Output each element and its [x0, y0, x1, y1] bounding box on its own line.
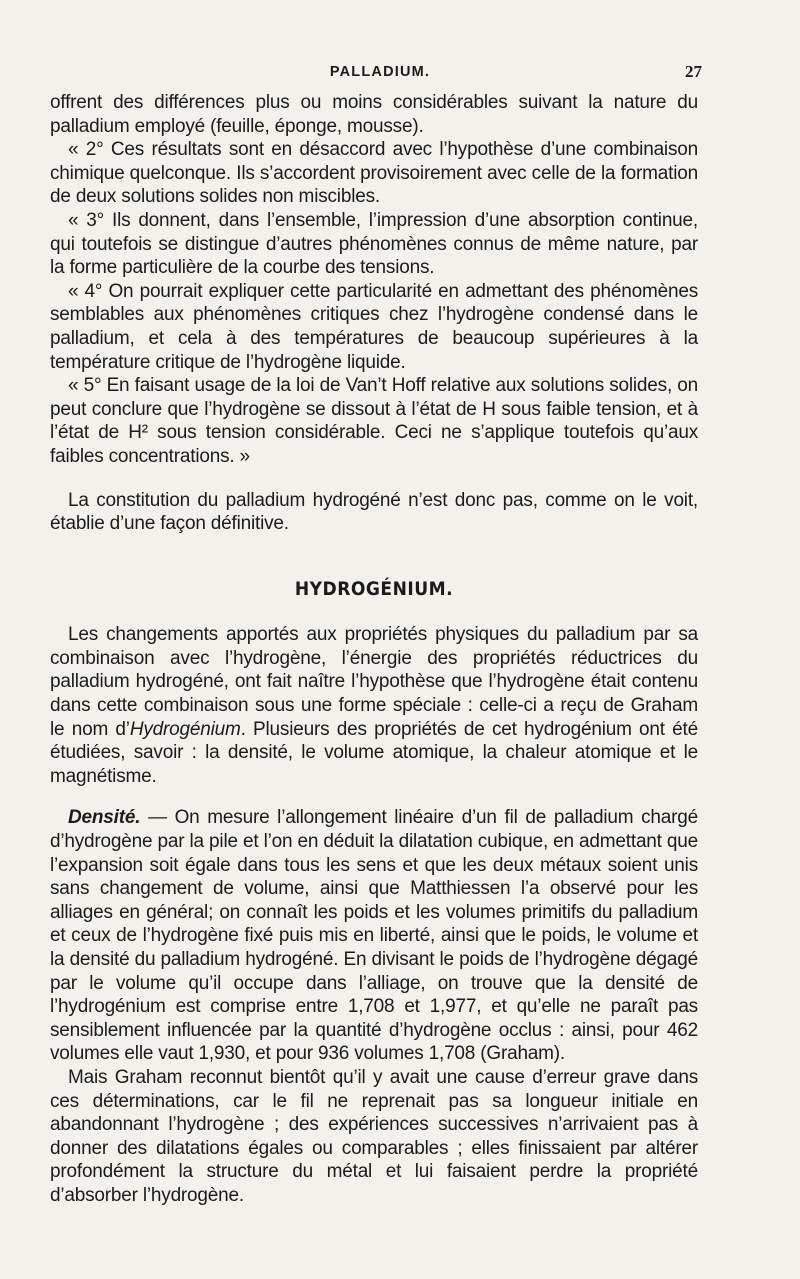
intro-term: Hydrogénium [129, 718, 241, 740]
paragraph-point-4: « 4° On pourrait expliquer cette particularité en admettant des phénomènes semblables aux phénomènes critiques chez l’hydrogène condensé dans le palladium, et cela à des températures de beaucoup supérieures à la température critique de l’hydrogène liquide. [50, 280, 698, 373]
density-text: — On mesure l’allongement linéaire d’un fil de palladium chargé d’hydrogène par la pile et l’on en déduit la dilatation cubique, en admettant que l’expansion soit égale dans tous les sens et que les deux métaux soient unis sans changement de volume, ainsi que Matthiessen l’a observé pour les alliages en général; on connaît les poids et les volumes primitifs du palladium et ceux de l’hydrogène fixé puis mis en liberté, ainsi que le poids, le volume et la densité du palladium hydrogéné. En divisant le poids de l’hydrogène dégagé par le volume qu’il occupe dans l’alliage, on trouve que la densité de l’hydrogénium est comprise entre 1,708 et 1,977, et qu’elle ne paraît pas sensiblement influencée par la quantité d’hydrogène occlus : ainsi, pour 462 volumes elle vaut 1,930, et pour 936 volumes 1,708 (Graham). [50, 807, 698, 1065]
section-heading: HYDROGÉNIUM. [294, 577, 454, 600]
intro-text-1: Les changements apportés aux propriétés physiques du palladium par sa combinaison avec l’hydrogène, l’énergie des propriétés réductrices du palladium hydrogéné, ont fait naître l’hypothèse que l’hydrogène était contenu dans cette combinaison sous une forme spéciale : celle-ci a reçu de Graham le nom d’ [50, 624, 698, 740]
paragraph-continuation: offrent des différences plus ou moins considérables suivant la nature du palladium employé (feuille, éponge, mousse). [50, 92, 698, 137]
paragraph-conclusion: La constitution du palladium hydrogéné n’est donc pas, comme on le voit, établie d’une façon définitive. [50, 489, 698, 535]
body-text [50, 91, 698, 1208]
density-label: Densité. [68, 807, 141, 829]
paragraph-intro [50, 623, 698, 788]
intro-text-2: . Plusieurs des propriétés de cet hydrogénium ont été étudiées, savoir : la densité, le volume atomique, la chaleur atomique et le magnétisme. [50, 718, 698, 787]
paragraph-point-5: « 5° En faisant usage de la loi de Van’t Hoff relative aux solutions solides, on peut conclure que l’hydrogène se dissout à l’état de H sous faible tension, et à l’état de H² sous tension considérable. Ceci ne s’applique toutefois qu’aux faibles concentrations. » [50, 375, 698, 467]
paragraph-point-2: « 2° Ces résultats sont en désaccord avec l’hypothèse d’une combinaison chimique quelconque. Ils s’accordent provisoirement avec celle de la formation de deux solutions solides non miscibles. [50, 139, 698, 208]
running-title: PALLADIUM. [329, 64, 431, 80]
page-number: 27 [685, 62, 702, 81]
paragraph-graham: Mais Graham reconnut bientôt qu’il y avait une cause d’erreur grave dans ces déterminations, car le fil ne reprenait pas sa longueur initiale en abandonnant l’hydrogène ; des expériences successives n’arrivaient pas à donner des dilatations égales ou comparables ; elles finissaient par altérer profondément la structure du métal et lui faisaient perdre la propriété d’absorber l’hydrogène. [50, 1066, 698, 1206]
paragraph-density [50, 806, 698, 1066]
running-head [50, 60, 710, 84]
paragraph-point-3: « 3° Ils donnent, dans l’ensemble, l’impression d’une absorption continue, qui toutefois se distingue d’autres phénomènes connus de même nature, par la forme particulière de la courbe des tensions. [50, 209, 698, 279]
